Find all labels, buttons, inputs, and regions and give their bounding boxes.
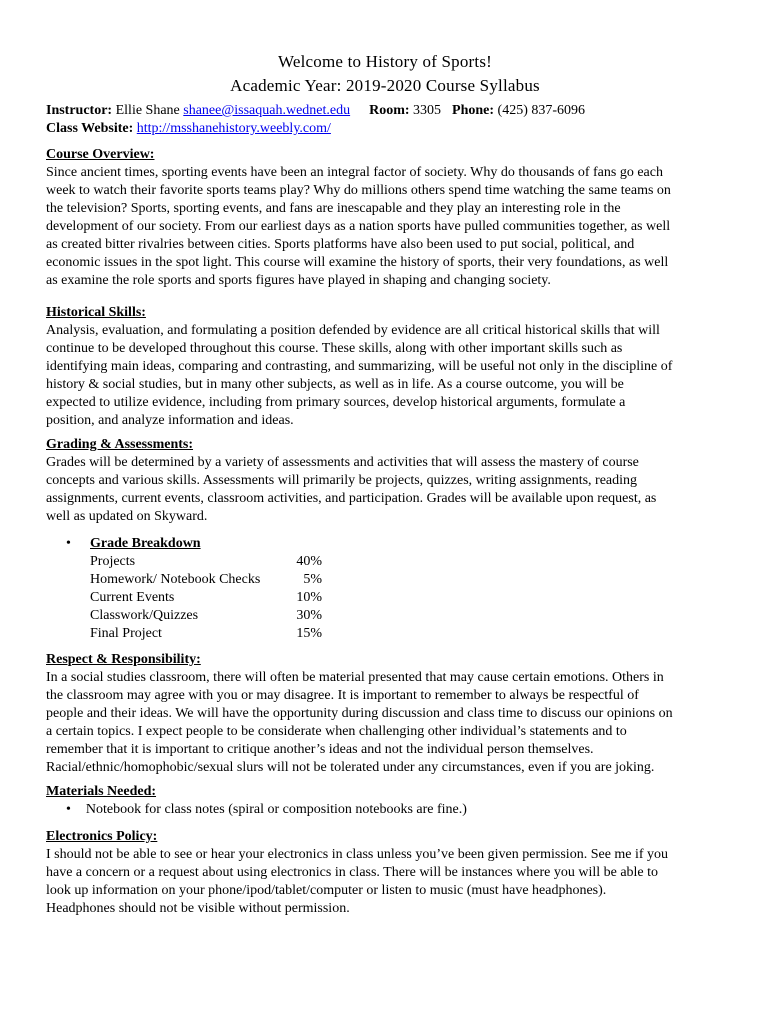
text-line: as examine the role sports and sports figures have played in shaping and changing society.: [46, 273, 551, 288]
bullet-icon: •: [66, 802, 71, 817]
materials-heading: Materials Needed:: [46, 784, 157, 799]
respect-heading: Respect & Responsibility:: [46, 652, 201, 667]
grade-row: [66, 625, 366, 643]
grade-item-percent: 10%: [296, 590, 322, 605]
instructor-email-link[interactable]: shanee@issaquah.wednet.edu: [183, 103, 351, 118]
grade-row: [66, 607, 366, 625]
respect-text: [46, 669, 736, 777]
historical-skills-text: [46, 322, 736, 430]
website-line: [46, 120, 331, 138]
materials-item: [66, 801, 467, 819]
grade-item-percent: 30%: [296, 608, 322, 623]
grading-heading: Grading & Assessments:: [46, 437, 194, 452]
text-line: continue to be developed throughout this course. These skills, along with other important skills such as: [46, 341, 623, 356]
instructor-label: Instructor:: [46, 103, 113, 118]
phone-value: (425) 837-6096: [497, 103, 586, 118]
text-line: the classroom may agree with you or may disagree. It is important to remember to always be respectful of: [46, 688, 639, 703]
text-line: Racial/ethnic/homophobic/sexual slurs will not be tolerated under any circumstances, even if you are joking.: [46, 760, 655, 775]
grade-item-percent: 15%: [296, 626, 322, 641]
grade-row: [66, 589, 366, 607]
text-line: economic issues in the spot light. This course will examine the history of sports, their very foundations, as well: [46, 255, 669, 270]
text-line: Headphones should not be visible without permission.: [46, 901, 350, 916]
electronics-text: [46, 846, 736, 918]
text-line: position, and analyze information and ideas.: [46, 413, 294, 428]
website-label: Class Website:: [46, 121, 134, 136]
text-line: Grades will be determined by a variety of assessments and activities that will assess the mastery of course: [46, 455, 639, 470]
text-line: concepts and various skills. Assessments will primarily be projects, quizzes, writing assignments, reading: [46, 473, 638, 488]
text-line: Since ancient times, sporting events have been an integral factor of society. Why do thousands of fans go each: [46, 165, 663, 180]
class-website-link[interactable]: http://msshanehistory.weebly.com/: [136, 121, 331, 136]
grade-item-name: Homework/ Notebook Checks: [90, 572, 261, 587]
course-overview-heading: Course Overview:: [46, 147, 155, 162]
grade-item-name: Final Project: [90, 626, 162, 641]
text-line: the television? Sports, sporting events, and fans are inescapable and they play an interesting role in the: [46, 201, 621, 216]
document-subtitle: Academic Year: 2019-2020 Course Syllabus: [230, 76, 540, 95]
phone-label: Phone:: [452, 103, 495, 118]
grade-breakdown: [66, 535, 366, 643]
text-line: as created bitter rivalries between cities. Sports platforms have also been used to put social, political, and: [46, 237, 635, 252]
text-line: week to watch their favorite sports teams play? Why do millions others spend time watching the same teams on: [46, 183, 671, 198]
grade-item-name: Projects: [90, 554, 136, 569]
text-line: history & social studies, but in many other subjects, as well as in life. As a course outcome, you will be: [46, 377, 624, 392]
text-line: people and their ideas. We will have the opportunity during discussion and class time to discuss our opinions on: [46, 706, 673, 721]
document-title: Welcome to History of Sports!: [277, 52, 493, 71]
grade-item-percent: 5%: [303, 572, 322, 587]
text-line: assignments, current events, classroom activities, and participation. Grades will be available upon request, as: [46, 491, 657, 506]
text-line: I should not be able to see or hear your electronics in class unless you’ve been given permission. See me if you: [46, 847, 669, 862]
historical-skills-heading: Historical Skills:: [46, 305, 146, 320]
grade-item-name: Classwork/Quizzes: [90, 608, 199, 623]
text-line: have a concern or a request about using electronics in class. There will be instances where you will be able to: [46, 865, 659, 880]
instructor-name: Ellie Shane: [115, 103, 180, 118]
text-line: well as updated on Skyward.: [46, 509, 208, 524]
text-line: expected to utilize evidence, including from primary sources, develop historical arguments, formulate a: [46, 395, 626, 410]
grading-text: [46, 454, 736, 526]
room-value: 3305: [413, 103, 442, 118]
instructor-line: [46, 102, 585, 120]
room-label: Room:: [369, 103, 410, 118]
text-line: look up information on your phone/ipod/tablet/computer or listen to music (must have headphones).: [46, 883, 607, 898]
grade-row: [66, 571, 366, 589]
bullet-icon: •: [66, 536, 71, 551]
text-line: Analysis, evaluation, and formulating a position defended by evidence are all critical historical skills that will: [46, 323, 660, 338]
materials-item-text: Notebook for class notes (spiral or composition notebooks are fine.): [85, 802, 467, 817]
grade-breakdown-heading: Grade Breakdown: [90, 536, 201, 551]
grade-row: [66, 553, 366, 571]
grade-item-name: Current Events: [90, 590, 175, 605]
grade-item-percent: 40%: [296, 554, 322, 569]
electronics-heading: Electronics Policy:: [46, 829, 158, 844]
text-line: development of our society. From our earliest days as a nation sports have pulled communities together, as well: [46, 219, 671, 234]
text-line: In a social studies classroom, there will often be material presented that may cause certain emotions. Others in: [46, 670, 664, 685]
text-line: a certain topics. I expect people to be considerate when challenging other individual’s statements and to: [46, 724, 627, 739]
text-line: identifying main ideas, comparing and contrasting, and summarizing, will be useful not only in the discipline of: [46, 359, 673, 374]
course-overview-text: [46, 164, 736, 290]
text-line: remember that it is important to critique another’s ideas and not the individual person themselves.: [46, 742, 594, 757]
